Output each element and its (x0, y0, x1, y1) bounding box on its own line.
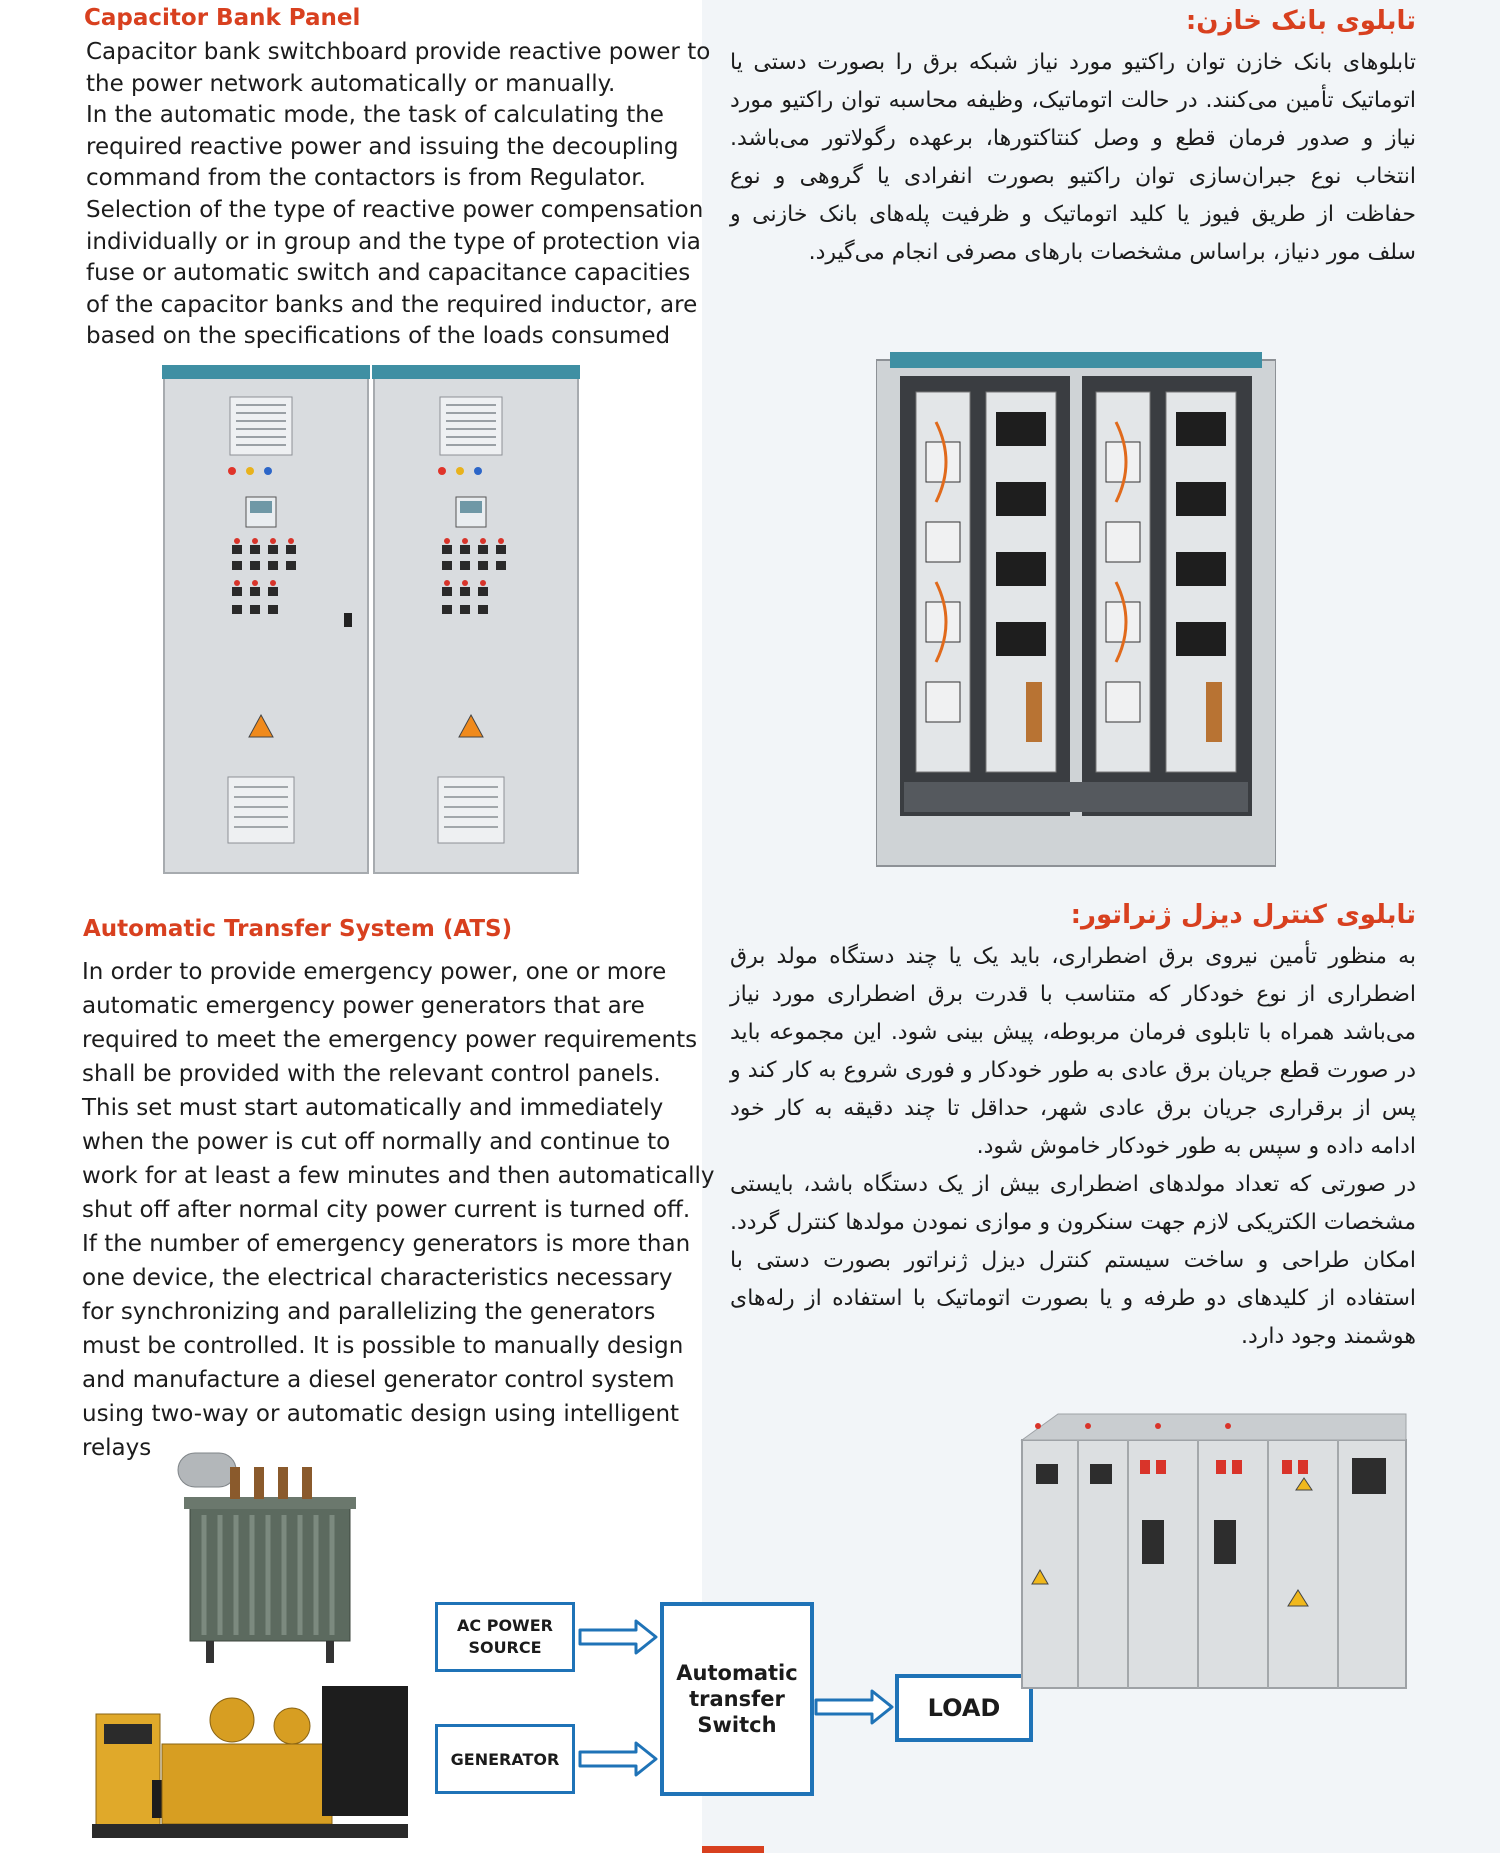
text-line: individually or in group and the type of protection via (86, 228, 701, 255)
capacitor-panel-photo (160, 365, 582, 877)
text-line: If the number of emergency generators is more than (82, 1231, 691, 1257)
text-line: one device, the electrical characteristics necessary (82, 1265, 673, 1291)
automatic-transfer-switch-box (660, 1602, 814, 1796)
ats-box-label: transfer (689, 1687, 785, 1711)
text-line: based on the specifications of the loads consumed (86, 323, 671, 350)
ac-power-source-label: AC POWER (457, 1616, 553, 1635)
ac-power-source-box (435, 1602, 575, 1672)
generator-box: GENERATOR (435, 1724, 575, 1794)
text-line: command from the contactors is from Regulator. (86, 165, 646, 192)
text-line: In the automatic mode, the task of calculating the (86, 102, 664, 129)
text-line: using two-way or automatic design using intelligent (82, 1401, 680, 1427)
cabinet-right (372, 365, 580, 873)
text-line: required to meet the emergency power requirements (82, 1027, 698, 1053)
text-line: for synchronizing and parallelizing the generators (82, 1299, 656, 1325)
text-line: shall be provided with the relevant control panels. (82, 1061, 661, 1087)
text-line: must be controlled. It is possible to manually design (82, 1333, 684, 1359)
arrow-right-icon (578, 1740, 660, 1778)
ats-box-label: Switch (697, 1713, 777, 1737)
text-line: and manufacture a diesel generator control system (82, 1367, 675, 1393)
text-line: fuse or automatic switch and capacitance capacities (86, 260, 691, 287)
diesel-generator-photo (92, 1684, 414, 1844)
text-line: of the capacitor banks and the required inductor, are (86, 291, 698, 318)
fa-capacitor-title: تابلوی بانک خازن: (1185, 6, 1416, 36)
text-line: required reactive power and issuing the decoupling (86, 133, 679, 160)
page-edge-accent (702, 1846, 764, 1853)
arrow-right-icon (814, 1688, 896, 1726)
ats-title: Automatic Transfer System (ATS) (83, 916, 513, 942)
cabinet-left (162, 365, 370, 873)
arrow-right-icon (578, 1618, 660, 1656)
load-box: LOAD (895, 1674, 1033, 1742)
fa-capacitor-text: تابلوهای بانک خازن توان راکتیو مورد نیاز شبکه برق را بصورت دستی یا اتوماتیک تأمین می‌کنند. در حالت اتوماتیک، وظیفه محاسبه توان راکتیو مورد نیاز و صدور فرمان قطع و وصل کنتاکتورها، برعهده رگولاتور می‌باشد. انتخاب نوع جبران‌سازی توان راکتیو بصورت انفرادی یا گروهی و نوع حفاظت از طریق فیوز یا کلید اتوماتیک و ظرفیت پله‌های بانک خازنی و سلف مور دنیاز، براساس مشخصات بارهای مصرفی انجام می‌گیرد. (730, 50, 1416, 265)
ac-power-source-label: SOURCE (468, 1638, 542, 1657)
fa-generator-paragraph: به منظور تأمین نیروی برق اضطراری، باید یک یا چند دستگاه مولد برق اضطراری از نوع خودکار که متناسب با قدرت برق اضطراری مورد نیاز می‌باشد همراه با تابلوی فرمان مربوطه، پیش بینی شود. این مجموعه باید در صورت قطع جریان برق عادی به طور خودکار و فوری شروع به کار کند و پس از برقراری جریان برق عادی شهر، حداقل تا چند دقیقه به کار خود ادامه داده و سپس به طور خودکار خاموش شود. (730, 944, 1416, 1159)
text-line: automatic emergency power generators that are (82, 993, 645, 1019)
capacitor-bank-text (86, 37, 710, 353)
text-line: when the power is cut off normally and continue to (82, 1129, 671, 1155)
ats-text (82, 955, 714, 1465)
text-line: Capacitor bank switchboard provide reactive power to (86, 39, 711, 65)
text-line: In order to provide emergency power, one or more (82, 959, 667, 985)
capacitor-bank-title: Capacitor Bank Panel (84, 5, 361, 31)
fa-generator-paragraph: در صورتی که تعداد مولدهای اضطراری بیش از یک دستگاه باشد، بایستی مشخصات الکتریکی لازم جهت سنکرون و موازی نمودن مولدها کنترل گردد. امکان طراحی و ساخت سیستم کنترل دیزل ژنراتور بصورت دستی با استفاده از کلیدهای دو طرفه و یا بصورت اتوماتیک با استفاده از رله‌های هوشمند وجود دارد. (730, 1172, 1416, 1349)
text-line: the power network automatically or manually. (86, 70, 616, 97)
text-line: work for at least a few minutes and then automatically (82, 1163, 715, 1189)
open-capacitor-cabinet-photo (876, 352, 1276, 868)
fa-generator-text (730, 938, 1416, 1356)
transformer-photo (170, 1445, 380, 1675)
text-line: Selection of the type of reactive power compensation (86, 196, 704, 223)
text-line: shut off after normal city power current is turned off. (82, 1197, 691, 1223)
fa-generator-title: تابلوی کنترل دیزل ژنراتور: (1070, 900, 1416, 930)
ats-box-label: Automatic (676, 1661, 798, 1685)
text-line: relays (82, 1435, 152, 1461)
generator-control-panel-photo (1018, 1410, 1410, 1692)
text-line: This set must start automatically and immediately (82, 1095, 664, 1121)
